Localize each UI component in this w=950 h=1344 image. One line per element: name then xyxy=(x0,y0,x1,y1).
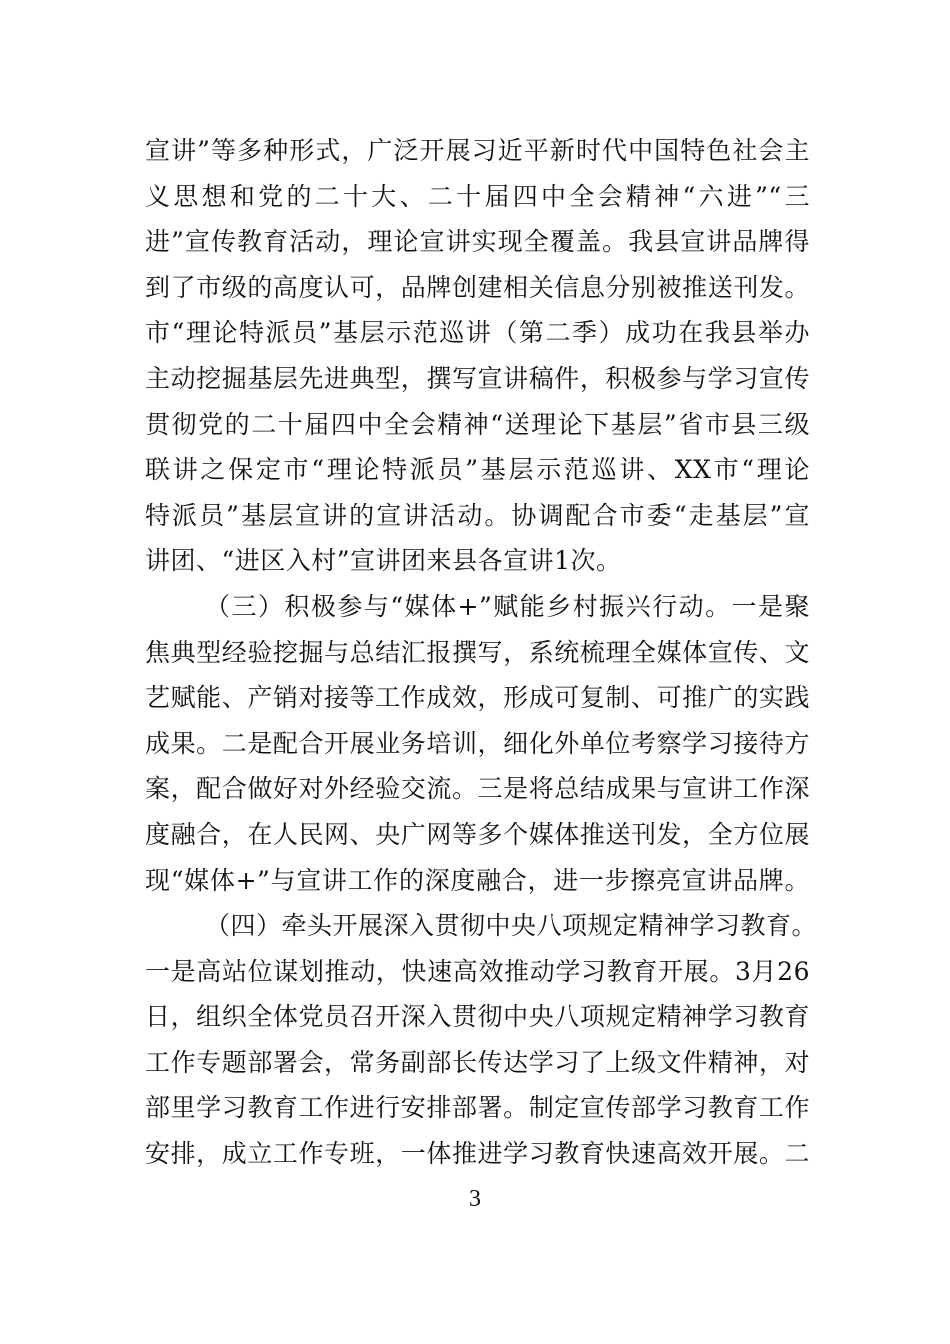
text-line: 案，配合做好对外经验交流。三是将总结成果与宣讲工作深 xyxy=(145,774,810,804)
text-line: 焦典型经验挖掘与总结汇报撰写，系统梳理全媒体宣传、文 xyxy=(145,637,810,667)
text-line: 讲团、“进区入村”宣讲团来县各宣讲1次。 xyxy=(145,546,622,576)
section-heading-3: （三）积极参与“媒体+”赋能乡村振兴行动。一是聚 xyxy=(205,591,810,621)
text-line: 到了市级的高度认可，品牌创建相关信息分别被推送刊发。 xyxy=(145,272,810,302)
text-line: 工作专题部署会，常务副部长传达学习了上级文件精神，对 xyxy=(145,1047,810,1077)
text-line: 特派员”基层宣讲的宣讲活动。协调配合市委“走基层”宣 xyxy=(145,500,810,530)
text-line: 联讲之保定市“理论特派员”基层示范巡讲、XX市“理论 xyxy=(145,455,810,485)
text-line: 宣讲”等多种形式，广泛开展习近平新时代中国特色社会主 xyxy=(145,136,810,165)
text-line: 度融合，在人民网、央广网等多个媒体推送刊发，全方位展 xyxy=(145,819,810,849)
text-line: 主动挖掘基层先进典型，撰写宣讲稿件，积极参与学习宣传 xyxy=(145,363,810,393)
text-line: 部里学习教育工作进行安排部署。制定宣传部学习教育工作 xyxy=(145,1093,810,1123)
text-line: 一是高站位谋划推动，快速高效推动学习教育开展。3月26 xyxy=(145,956,810,986)
text-line: 义思想和党的二十大、二十届四中全会精神“六进”“三 xyxy=(145,181,810,211)
text-line: 成果。二是配合开展业务培训，细化外单位考察学习接待方 xyxy=(145,728,810,758)
page-number: 3 xyxy=(469,1186,481,1212)
text-line: 日，组织全体党员召开深入贯彻中央八项规定精神学习教育 xyxy=(145,1002,810,1032)
text-line: 安排，成立工作专班，一体推进学习教育快速高效开展。二 xyxy=(145,1139,810,1169)
section-heading-4: （四）牵头开展深入贯彻中央八项规定精神学习教育。 xyxy=(205,911,818,941)
text-line: 现“媒体+”与宣讲工作的深度融合，进一步擦亮宣讲品牌。 xyxy=(145,865,810,895)
text-line: 艺赋能、产销对接等工作成效，形成可复制、可推广的实践 xyxy=(145,683,810,713)
text-line: 市“理论特派员”基层示范巡讲（第二季）成功在我县举办 xyxy=(145,318,810,348)
body-text xyxy=(145,128,818,1177)
text-line: 贯彻党的二十届四中全会精神“送理论下基层”省市县三级 xyxy=(145,409,810,439)
text-line: 进”宣传教育活动，理论宣讲实现全覆盖。我县宣讲品牌得 xyxy=(145,227,810,257)
